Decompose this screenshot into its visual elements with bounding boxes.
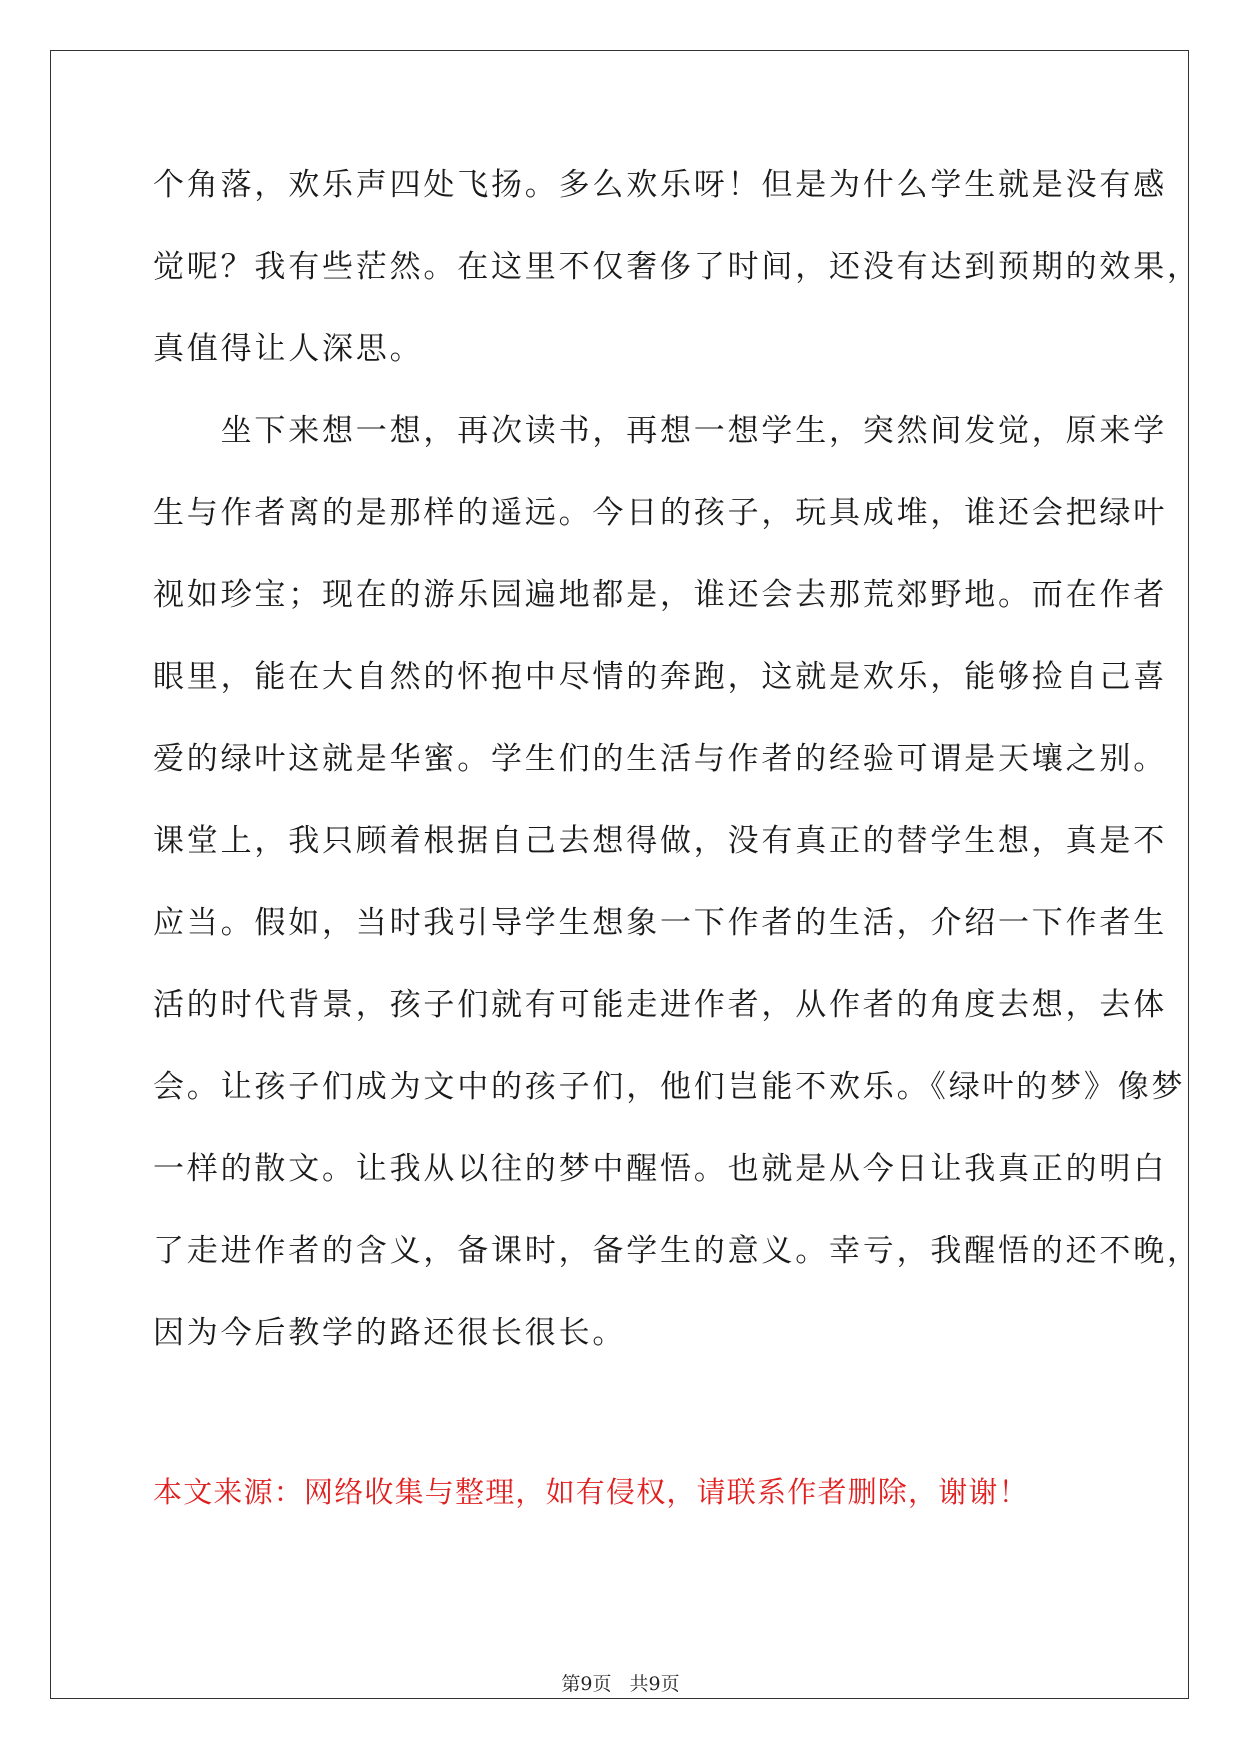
text-line: 活的时代背景，孩子们就有可能走进作者，从作者的角度去想，去体 [153,987,1167,1023]
page-number-current: 第9页 [561,1673,612,1695]
source-disclaimer: 本文来源：网络收集与整理，如有侵权，请联系作者删除，谢谢！ [153,1475,1029,1509]
text-line: 觉呢？我有些茫然。在这里不仅奢侈了时间，还没有达到预期的效果， [153,249,1201,285]
text-line: 会。让孩子们成为文中的孩子们，他们岂能不欢乐。《绿叶的梦》像梦 [153,1069,1186,1105]
text-line: 应当。假如，当时我引导学生想象一下作者的生活，介绍一下作者生 [153,905,1167,941]
text-line: 因为今后教学的路还很长很长。 [153,1315,627,1351]
text-line: 一样的散文。让我从以往的梦中醒悟。也就是从今日让我真正的明白 [153,1151,1167,1187]
text-line: 真值得让人深思。 [153,331,424,367]
text-line: 个角落，欢乐声四处飞扬。多么欢乐呀！但是为什么学生就是没有感 [153,167,1167,203]
text-line: 课堂上，我只顾着根据自己去想得做，没有真正的替学生想，真是不 [153,823,1167,859]
page-footer [0,1672,1241,1696]
paragraph-start-line: 坐下来想一想，再次读书，再想一想学生，突然间发觉，原来学 [153,413,1167,449]
text-line: 视如珍宝；现在的游乐园遍地都是，谁还会去那荒郊野地。而在作者 [153,577,1167,613]
text-line: 眼里，能在大自然的怀抱中尽情的奔跑，这就是欢乐，能够捡自己喜 [153,659,1167,695]
text-line: 生与作者离的是那样的遥远。今日的孩子，玩具成堆，谁还会把绿叶 [153,495,1167,531]
text-line: 了走进作者的含义，备课时，备学生的意义。幸亏，我醒悟的还不晚， [153,1233,1201,1269]
text-line: 爱的绿叶这就是华蜜。学生们的生活与作者的经验可谓是天壤之别。 [153,741,1167,777]
document-body [153,160,1201,1390]
page-number-total: 共9页 [629,1673,680,1695]
